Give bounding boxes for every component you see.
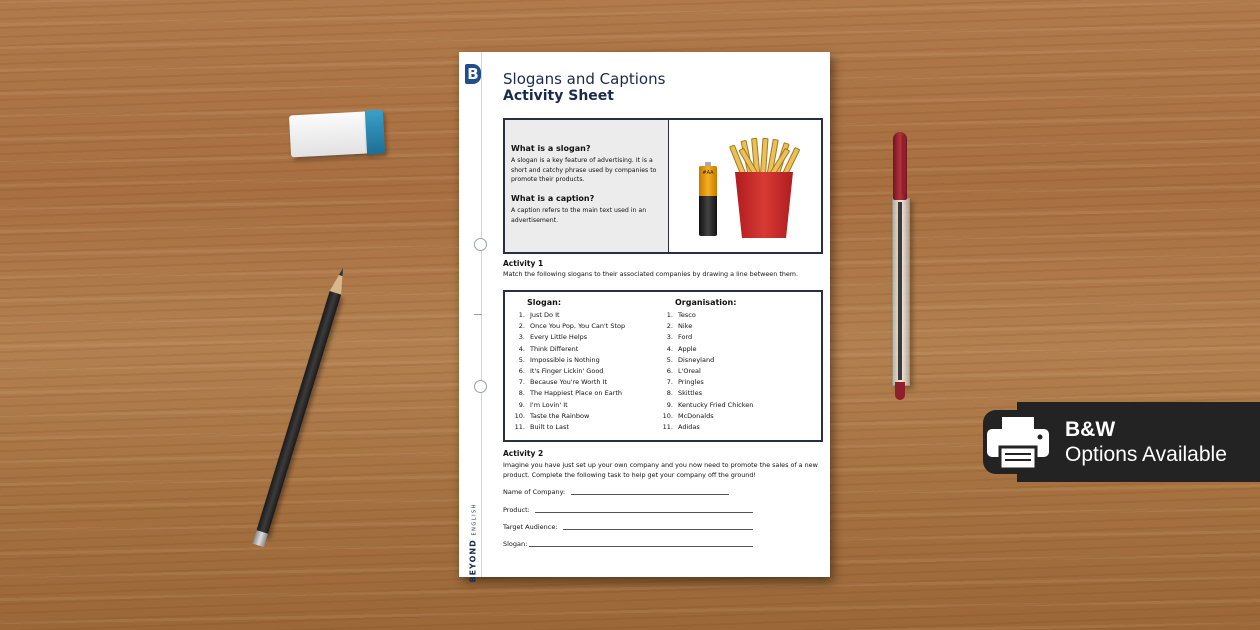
center-mark bbox=[474, 314, 482, 315]
item-text: Apple bbox=[678, 344, 697, 353]
item-number: 10. bbox=[514, 411, 525, 420]
eraser bbox=[289, 111, 385, 158]
item-text: Nike bbox=[678, 322, 693, 331]
list-item bbox=[511, 422, 625, 433]
product-label: Product: bbox=[503, 506, 530, 514]
product-line[interactable] bbox=[535, 512, 753, 513]
item-number: 10. bbox=[662, 411, 673, 420]
list-item bbox=[659, 332, 753, 343]
list-item bbox=[511, 366, 625, 377]
list-item bbox=[511, 332, 625, 343]
item-number: 2. bbox=[518, 322, 525, 331]
slogan-line[interactable] bbox=[529, 546, 753, 547]
item-text: Once You Pop, You Can't Stop bbox=[530, 322, 626, 331]
pen-bottom bbox=[895, 382, 905, 400]
caption-answer: A caption refers to the main text used in an advertisement. bbox=[511, 207, 647, 224]
item-text: Adidas bbox=[678, 422, 700, 431]
item-number: 8. bbox=[518, 389, 525, 398]
illustration-panel bbox=[669, 120, 821, 252]
item-number: 1. bbox=[518, 311, 525, 319]
item-text: The Happiest Place on Earth bbox=[530, 389, 623, 398]
item-text: Taste the Rainbow bbox=[530, 411, 590, 420]
item-text: Built to Last bbox=[530, 422, 569, 431]
sheet-subtitle: Activity Sheet bbox=[503, 88, 614, 104]
item-number: 11. bbox=[662, 422, 673, 431]
printer-icon bbox=[982, 409, 1054, 475]
list-item bbox=[659, 400, 753, 411]
item-number: 6. bbox=[666, 366, 673, 375]
activity2-heading: Activity 2 bbox=[503, 449, 544, 458]
list-item bbox=[659, 344, 753, 355]
list-item bbox=[511, 377, 625, 388]
list-item bbox=[659, 310, 753, 321]
punch-hole-top bbox=[474, 238, 487, 251]
activity1-heading: Activity 1 bbox=[503, 259, 544, 268]
item-text: Because You're Worth It bbox=[530, 378, 608, 387]
definitions-text-panel bbox=[505, 120, 669, 252]
item-number: 4. bbox=[666, 344, 673, 353]
pen-clip bbox=[902, 136, 906, 194]
item-number: 4. bbox=[518, 344, 525, 353]
list-item bbox=[511, 344, 625, 355]
item-number: 2. bbox=[666, 322, 673, 331]
list-item bbox=[659, 355, 753, 366]
fries-box bbox=[735, 172, 793, 238]
company-name-label: Name of Company: bbox=[503, 488, 566, 496]
slogan-question: What is a slogan? bbox=[511, 144, 591, 153]
item-text: Tesco bbox=[678, 311, 696, 319]
item-number: 5. bbox=[666, 355, 673, 364]
item-text: Skittles bbox=[678, 389, 702, 398]
brand-light: ENGLISH bbox=[471, 503, 478, 536]
item-number: 8. bbox=[666, 389, 673, 398]
item-text: Ford bbox=[678, 333, 693, 342]
activity2-instruction: Imagine you have just set up your own company and you now need to promote the sales of a new product. Complete the following task to help get your company off the ground! bbox=[503, 461, 818, 479]
punch-hole-bottom bbox=[474, 380, 487, 393]
item-text: Every Little Helps bbox=[530, 333, 588, 342]
item-text: Think Different bbox=[530, 344, 579, 353]
pen bbox=[890, 132, 910, 400]
item-text: McDonalds bbox=[678, 411, 714, 420]
eraser-sleeve bbox=[365, 110, 385, 155]
item-number: 9. bbox=[518, 400, 525, 409]
item-text: I'm Lovin' It bbox=[530, 400, 568, 409]
caption-question: What is a caption? bbox=[511, 194, 595, 203]
item-number: 1. bbox=[666, 311, 673, 319]
list-item bbox=[511, 321, 625, 332]
pencil bbox=[252, 266, 348, 547]
item-number: 9. bbox=[666, 400, 673, 409]
item-number: 11. bbox=[514, 422, 525, 431]
pencil-end bbox=[252, 530, 268, 547]
item-text: Kentucky Fried Chicken bbox=[678, 400, 754, 409]
list-item bbox=[511, 310, 625, 321]
battery-icon bbox=[699, 162, 717, 236]
list-item bbox=[659, 388, 753, 399]
brand-wordmark bbox=[469, 503, 478, 583]
activity-sheet bbox=[459, 52, 830, 583]
pencil-shaft bbox=[256, 291, 341, 535]
organisation-header: Organisation: bbox=[675, 298, 737, 307]
item-text: Disneyland bbox=[678, 355, 715, 364]
sheet-title: Slogans and Captions bbox=[503, 70, 666, 88]
list-item bbox=[511, 355, 625, 366]
slogan-answer: A slogan is a key feature of advertising. It is a short and catchy phrase used by companies to promote their products. bbox=[511, 157, 657, 183]
item-number: 7. bbox=[518, 378, 525, 387]
fries-icon bbox=[727, 138, 801, 240]
target-audience-line[interactable] bbox=[563, 529, 753, 530]
list-item bbox=[511, 388, 625, 399]
matching-box bbox=[503, 290, 823, 442]
pen-ink bbox=[898, 202, 902, 380]
item-text: Pringles bbox=[678, 378, 704, 387]
eraser-body bbox=[289, 111, 369, 157]
item-text: Just Do It bbox=[530, 311, 560, 319]
list-item bbox=[659, 321, 753, 332]
list-item bbox=[659, 411, 753, 422]
target-audience-label: Target Audience: bbox=[503, 523, 558, 531]
slogan-header: Slogan: bbox=[527, 298, 562, 307]
item-text: Impossible is Nothing bbox=[530, 355, 600, 364]
slogan-field-label: Slogan: bbox=[503, 540, 528, 548]
battery-base bbox=[699, 196, 717, 236]
item-text: L'Oreal bbox=[678, 366, 701, 375]
list-item bbox=[659, 422, 753, 433]
battery-label: #AA bbox=[699, 166, 717, 196]
list-item bbox=[659, 377, 753, 388]
activity1-instruction: Match the following slogans to their associated companies by drawing a line between them. bbox=[503, 270, 799, 278]
organisation-list bbox=[659, 310, 753, 433]
list-item bbox=[511, 400, 625, 411]
item-number: 3. bbox=[666, 333, 673, 342]
slogan-list bbox=[511, 310, 625, 433]
pencil-tip bbox=[330, 266, 349, 294]
list-item bbox=[659, 366, 753, 377]
list-item bbox=[511, 411, 625, 422]
brand-logo-icon: B bbox=[465, 64, 481, 84]
badge-title: B&W bbox=[1065, 418, 1116, 441]
item-number: 6. bbox=[518, 366, 525, 375]
brand-bold: BEYOND bbox=[468, 539, 478, 583]
item-number: 5. bbox=[518, 355, 525, 364]
item-number: 7. bbox=[666, 378, 673, 387]
badge-subtitle: Options Available bbox=[1065, 443, 1227, 466]
item-number: 3. bbox=[518, 333, 525, 342]
item-text: It's Finger Lickin' Good bbox=[530, 366, 604, 375]
definitions-box bbox=[503, 118, 823, 254]
company-name-line[interactable] bbox=[571, 494, 729, 495]
